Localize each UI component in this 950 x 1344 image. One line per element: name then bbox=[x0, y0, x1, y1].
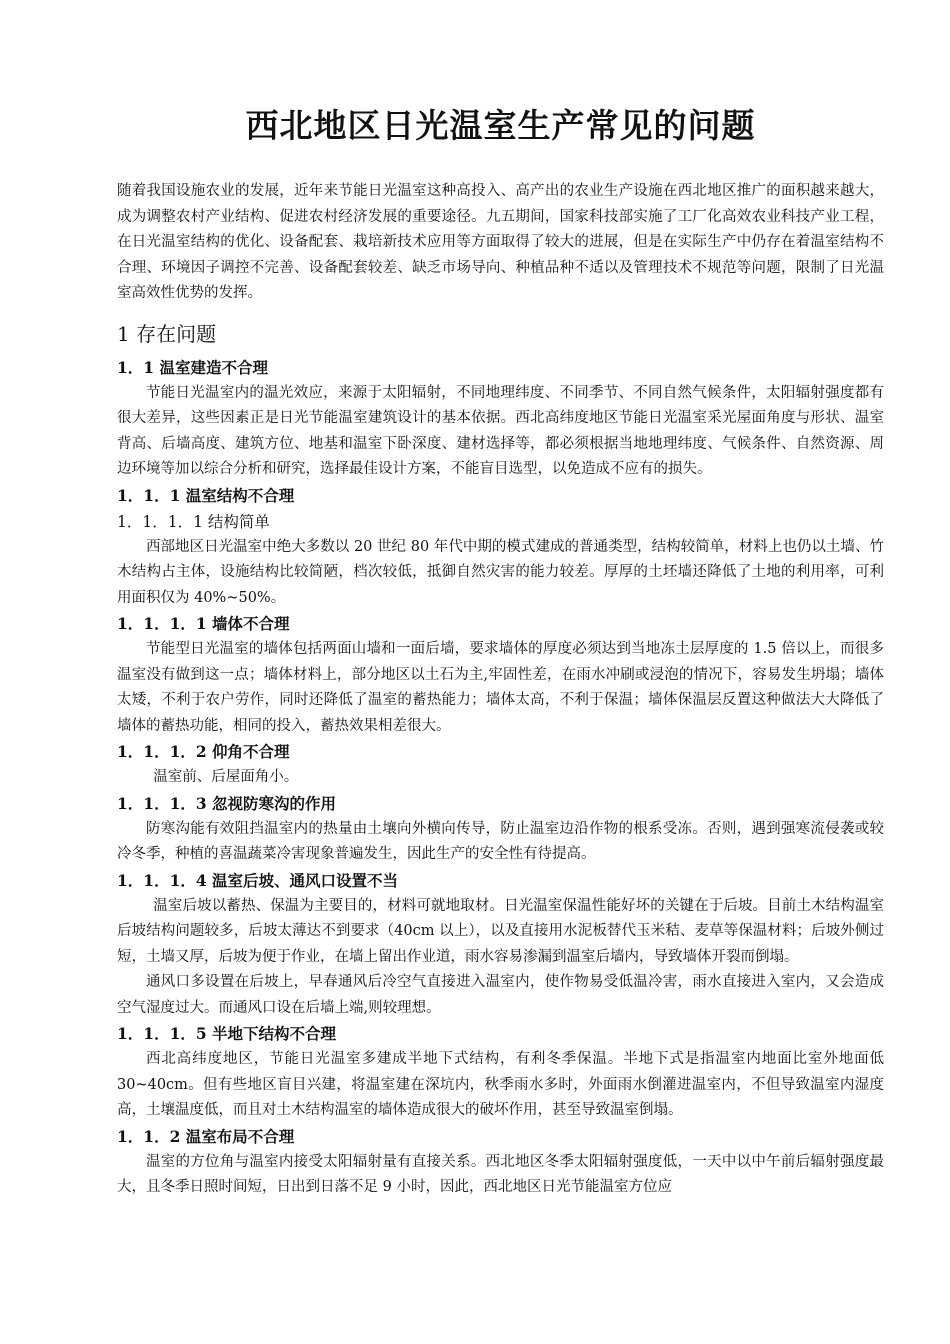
intro-paragraph: 随着我国设施农业的发展，近年来节能日光温室这种高投入、高产出的农业生产设施在西北地区推广的面积越来越大，成为调整农村产业结构、促进农村经济发展的重要途径。九五期间，国家科技部实施了工厂化高效农业科技产业工程，在日光温室结构的优化、设备配套、栽培新技术应用等方面取得了较大的进展，但是在实际生产中仍存在着温室结构不合理、环境因子调控不完善、设备配套较差、缺乏市场导向、种植品种不适以及管理技术不规范等问题，限制了日光温室高效性优势的发挥。 bbox=[117, 183, 884, 301]
body-paragraph: 西部地区日光温室中绝大多数以 20 世纪 80 年代中期的模式建成的普通类型，结构较简单，材料上也仍以土墙、竹木结构占主体，设施结构比较简陋，档次较低，抵御自然灾害的能力较差。厚厚的土坯墙还降低了土地的利用率，可利用面积仅为 40%~50%。 bbox=[117, 538, 884, 606]
subsection-heading: 1．1 温室建造不合理 bbox=[117, 357, 268, 377]
subsection-heading: 1．1．1．5 半地下结构不合理 bbox=[117, 1024, 337, 1043]
body-paragraph: 防寒沟能有效阻挡温室内的热量由土壤向外横向传导，防止温室边沿作物的根系受冻。否则，遇到强寒流侵袭或较冷冬季，种植的喜温蔬菜冷害现象普遍发生，因此生产的安全性有待提高。 bbox=[117, 820, 884, 862]
subsection-heading: 1．1．2 温室布局不合理 bbox=[117, 1126, 295, 1146]
subsection-heading: 1．1．1．2 仰角不合理 bbox=[117, 742, 290, 761]
section-heading: 1 存在问题 bbox=[117, 321, 217, 346]
body-paragraph: 通风口多设置在后坡上，早春通风后冷空气直接进入温室内，使作物易受低温冷害，雨水直接进入室内，又会造成空气湿度过大。而通风口设在后墙上端,则较理想。 bbox=[117, 974, 884, 1016]
heading-text: 1．1．1．1 结构简单 bbox=[117, 512, 270, 531]
subsection-heading: 1．1．1．1 墙体不合理 bbox=[117, 614, 290, 633]
body-paragraph: 温室后坡以蓄热、保温为主要目的，材料可就地取材。日光温室保温性能好坏的关键在于后坡。目前土木结构温室后坡结构问题较多，后坡太薄达不到要求（40cm 以上），以及直接用水泥板替代玉米秸、麦草等保温材料；后坡外侧过短，土墙又厚，后坡为便于作业，在墙上留出作业道，雨水容易渗漏到温室后墙内，导致墙体开裂而倒塌。 bbox=[117, 897, 884, 965]
body-paragraph: 温室前、后屋面角小。 bbox=[153, 769, 299, 785]
page-title: 西北地区日光温室生产常见的问题 bbox=[245, 106, 756, 145]
body-paragraph: 西北高纬度地区，节能日光温室多建成半地下式结构，有利冬季保温。半地下式是指温室内地面比室外地面低 30~40cm。但有些地区盲目兴建，将温室建在深坑内，秋季雨水多时，外面雨水倒灌进温室内，不但导致温室内湿度高，土壤温度低，而且对土木结构温室的墙体造成很大的破坏作用，甚至导致温室倒塌。 bbox=[117, 1051, 884, 1118]
body-paragraph: 节能日光温室内的温光效应，来源于太阳辐射，不同地理纬度、不同季节、不同自然气候条件，太阳辐射强度都有很大差异，这些因素正是日光节能温室建筑设计的基本依据。西北高纬度地区节能日光温室采光屋面角度与形状、温室背高、后墙高度、建筑方位、地基和温室下卧深度、建材选择等，都必须根据当地地理纬度、气候条件、自然资源、周边环境等加以综合分析和研究，选择最佳设计方案，不能盲目选型，以免造成不应有的损失。 bbox=[117, 384, 884, 477]
subsection-heading: 1．1．1 温室结构不合理 bbox=[117, 485, 295, 505]
subsection-heading: 1．1．1．3 忽视防寒沟的作用 bbox=[117, 793, 337, 813]
subsection-heading bbox=[117, 509, 884, 535]
subsection-heading: 1．1．1．4 温室后坡、通风口设置不当 bbox=[117, 870, 399, 890]
body-paragraph: 节能型日光温室的墙体包括两面山墙和一面后墙，要求墙体的厚度必须达到当地冻土层厚度的 1.5 倍以上，而很多温室没有做到这一点；墙体材料上，部分地区以土石为主,牢固性差，在雨水冲刷或浸泡的情况下，容易发生坍塌；墙体太矮，不利于农户劳作，同时还降低了温室的蓄热能力；墙体太高，不利于保温；墙体保温层反置这种做法大大降低了墙体的蓄热功能，相同的投入，蓄热效果相差很大。 bbox=[117, 641, 884, 734]
body-paragraph: 温室的方位角与温室内接受太阳辐射量有直接关系。西北地区冬季太阳辐射强度低，一天中以中午前后辐射强度最大，且冬季日照时间短，日出到日落不足 9 小时，因此，西北地区日光节能温室方位应 bbox=[117, 1153, 884, 1195]
